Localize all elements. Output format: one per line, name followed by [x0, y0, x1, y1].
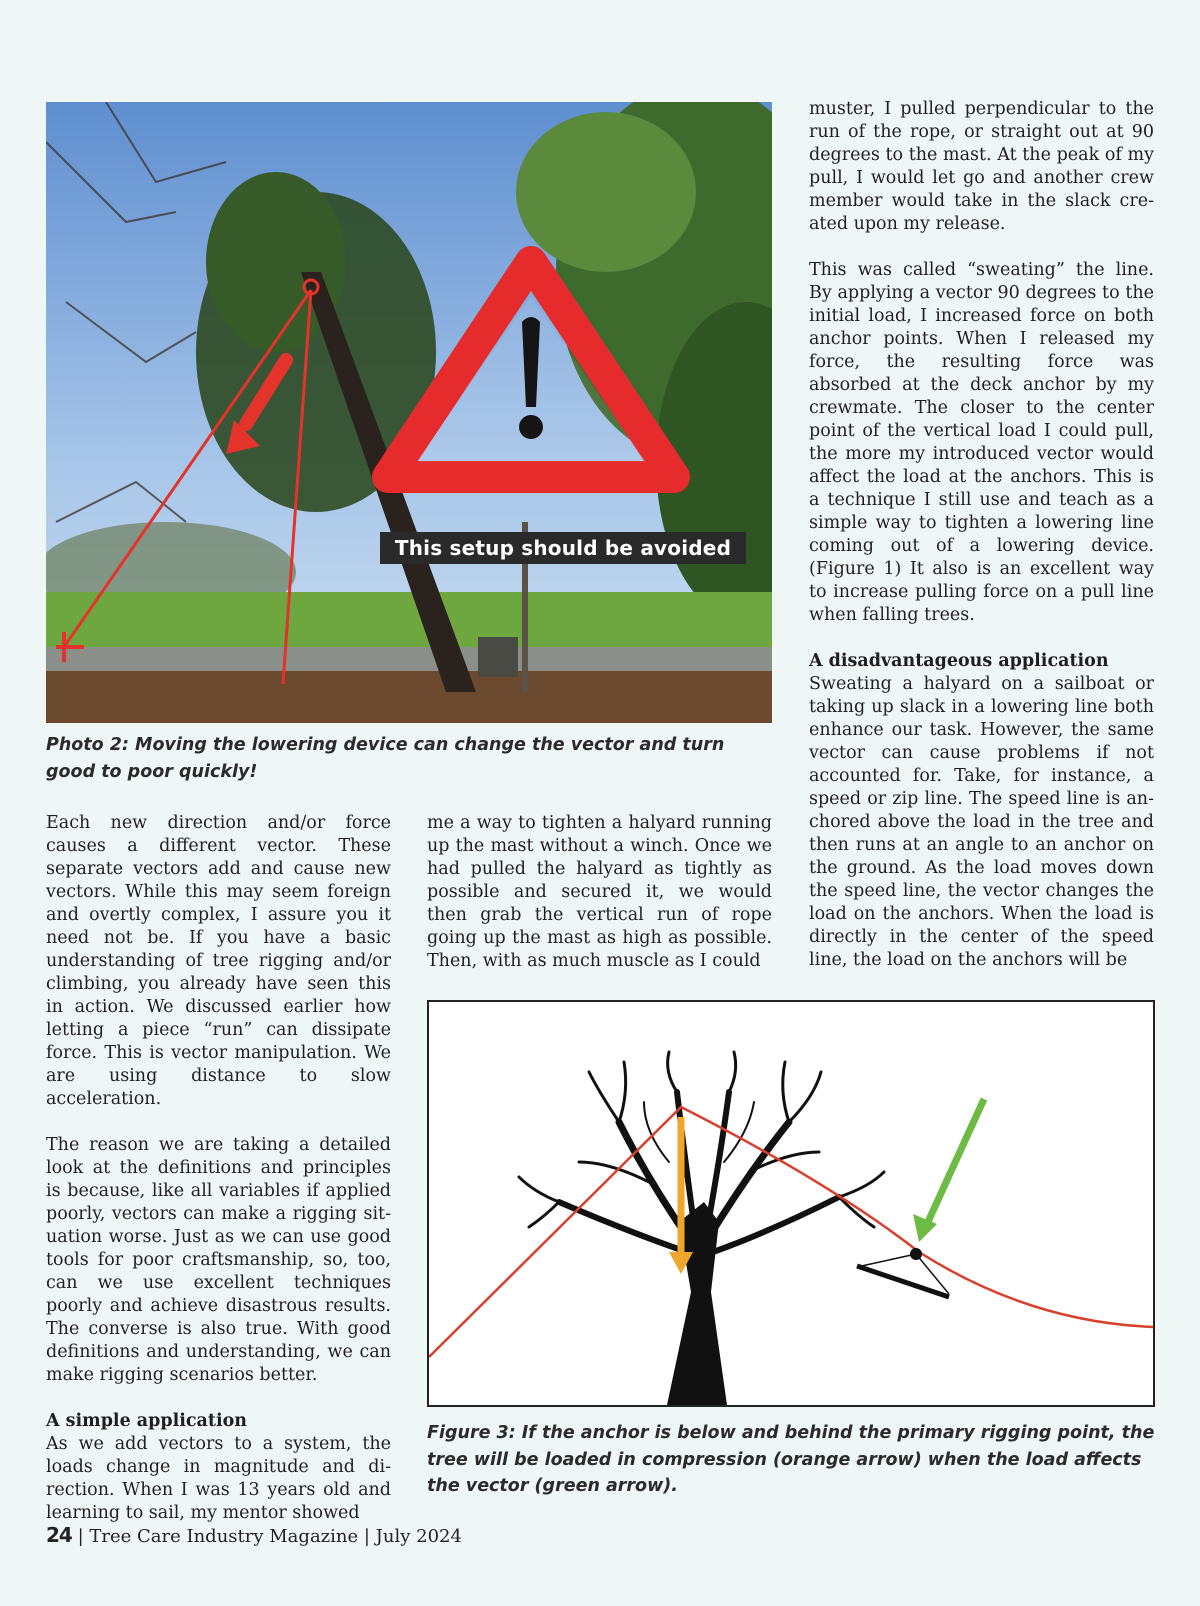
publication-info: | Tree Care Industry Magazine | July 2024	[71, 1526, 462, 1547]
column1-paragraph-2: The reason we are taking a detailed look at the definitions and principles is because, like all variables if applied poorly, vectors can make a rigging situation worse. Just as we can use good tools for poor craftsmanship, so, too, can we use excellent techniques poorly and achieve disastrous results. The converse is also true. With good definitions and understanding, we can make rigging scenarios better.	[46, 1135, 391, 1385]
rigging-line	[429, 1107, 1153, 1357]
green-arrow-icon	[927, 1099, 984, 1224]
page-footer	[46, 1522, 462, 1550]
load-log	[857, 1266, 949, 1297]
text-column-1	[46, 812, 391, 1525]
column2-paragraph-1: me a way to tighten a halyard running up the mast without a winch. Once we had pulled the halyard as tightly as possible and secured it, we would then grab the vertical run of rope going up the mast as high as possible. Then, with as much muscle as I could	[427, 813, 772, 971]
photo-caption: Photo 2: Moving the lowering device can change the vector and turn good to poor quickly!	[46, 735, 725, 782]
column3-paragraph-2: This was called “sweating” the line. By applying a vector 90 degrees to the initial load, I increased force on both anchor points. When I released my force, the resulting force was absorbed at the deck anchor by my crewmate. The closer to the center point of the vertical load I could pull, the more my introduced vector would affect the load at the anchors. This is a technique I still use and teach as a simple way to tighten a lowering line coming out of a lowering device. (Figure 1) It also is an excellent way to increase pulling force on a pull line when falling trees.	[809, 260, 1154, 625]
text-column-3	[809, 98, 1154, 972]
text-column-2	[427, 812, 772, 973]
rigging-photo	[46, 102, 772, 723]
heading-simple-application: A simple application	[46, 1411, 248, 1431]
tree-vector-diagram	[429, 1002, 1153, 1405]
figure-3-diagram	[427, 1000, 1155, 1407]
column1-paragraph-3: As we add vectors to a system, the loads change in magnitude and direction. When I was 13 years old and learning to sail, my mentor showed	[46, 1434, 391, 1523]
photo-scene	[46, 102, 772, 723]
page-number: 24	[46, 1523, 72, 1547]
warning-banner: This setup should be avoided	[380, 532, 746, 564]
column1-paragraph-1: Each new direction and/or force causes a different vector. These separate vectors add and cause new vectors. While this may seem foreign and overtly complex, I assure you it need not be. If you have a basic understanding of tree rigging and/or climbing, you already have seen this in action. We discussed earlier how letting a piece “run” can dissipate force. This is vector manipulation. We are using distance to slow acceleration.	[46, 813, 391, 1109]
figure-caption: Figure 3: If the anchor is below and behind the primary rigging point, the tree will be loaded in compression (orange arrow) when the load affects the vector (green arrow).	[427, 1423, 1155, 1496]
column3-paragraph-3: Sweating a halyard on a sailboat or taking up slack in a lowering line both enhance our task. However, the same vector can cause problems if not accounted for. Take, for instance, a speed or zip line. The speed line is anchored above the load in the tree and then runs at an angle to an anchor on the ground. As the load moves down the speed line, the vector changes the load on the anchors. When the load is directly in the center of the speed line, the load on the anchors will be	[809, 674, 1154, 970]
column3-paragraph-1: muster, I pulled perpendicular to the run of the rope, or straight out at 90 degrees to the mast. At the peak of my pull, I would let go and another crew member would take in the slack created upon my release.	[809, 99, 1154, 234]
heading-disadvantageous-application: A disadvantageous application	[809, 651, 1109, 671]
